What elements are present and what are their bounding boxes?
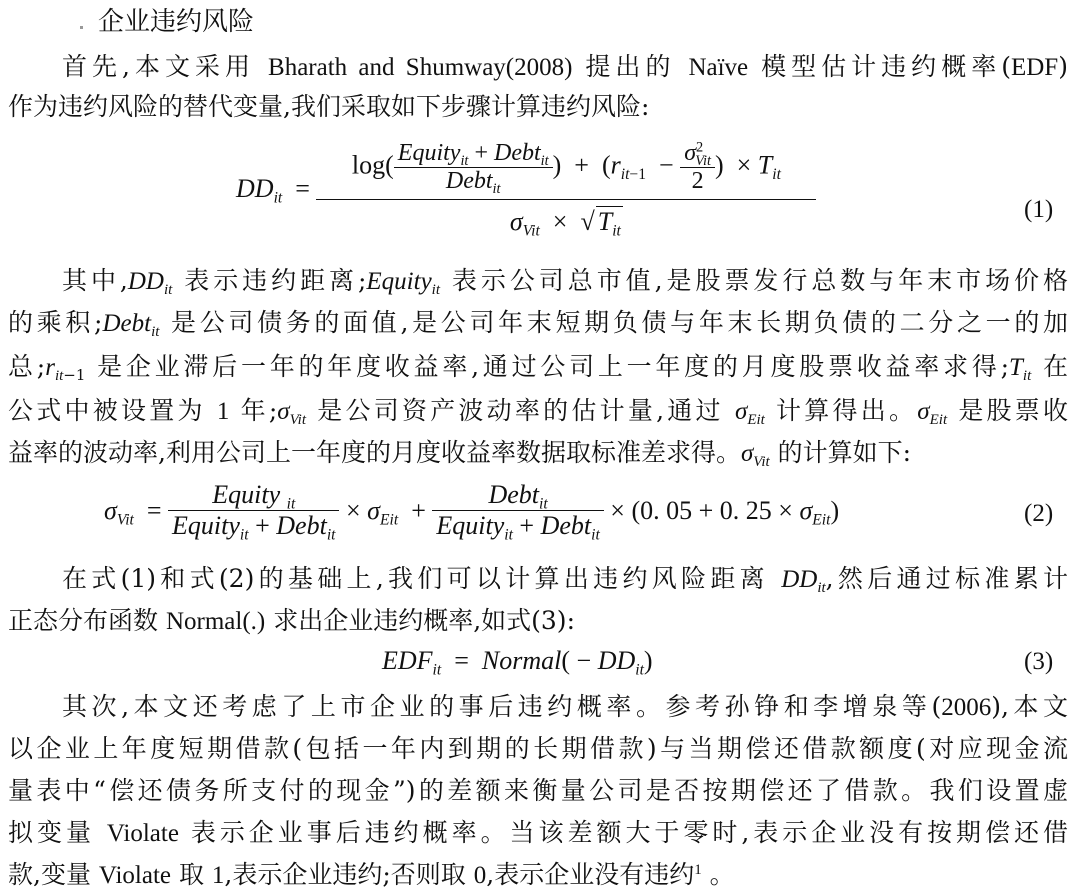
- para1-line2: 作为违约风险的替代变量,我们采取如下步骤计算违约风险:: [8, 92, 650, 121]
- para2-line1: 其中$,DD_{it}$ 表示违约距离;Equity$_{it}$ 表示公司总市值,是股票发行总数与年末市场价格: [62, 266, 1068, 299]
- para4-line4: 拟变量 Violate 表示企业事后违约概率。当该差额大于零时,表示企业没有按期偿还借: [8, 818, 1068, 847]
- equation-2: $\sigma_{Vit}$ = $\frac{Equity _{it}}{Equity_{it} + Debt_{it}}$ × $\sigma_{Eit}$ + $\frac{Debt_{it}}{Equity_{it} + Debt_{it}}$ × (0. 05 + 0. $25 \times \sigma_{Eit}$): [104, 480, 840, 544]
- para3-line2: 正态分布函数 Normal(.) 求出企业违约概率,如式(3):: [8, 606, 575, 635]
- equation-3-number: (3): [1024, 648, 1054, 675]
- equation-1: $DD_{it}$ = log( $\frac{Equity_{it} + Debt_{it}}{Debt_{it}}$ ) + ($r_{it-1}$ − $\frac{\sigma^2_{Vit}}{2}$ ) × $T_{it}$ $\sigma_{Vit}$ × √ $T_{it}$: [236, 140, 816, 237]
- para4-line1: 其次,本文还考虑了上市企业的事后违约概率。参考孙铮和李增泉等(2006),本文: [62, 692, 1069, 721]
- para1-line1: 首先,本文采用 Bharath and Shumway(2008) 提出的 Naïve 模型估计违约概率(EDF): [62, 52, 1068, 81]
- footnote-mark[interactable]: 1: [694, 862, 702, 878]
- para4-line3: 量表中“偿还债务所支付的现金”)的差额来衡量公司是否按期偿还了借款。我们设置虚: [8, 776, 1068, 805]
- equation-2-number: (2): [1024, 500, 1054, 527]
- equation-3: $EDF_{it}$ = Normal( − $DD_{it}$): [382, 646, 653, 679]
- para4-line2: 以企业上年度短期借款(包括一年内到期的长期借款)与当期偿还借款额度(对应现金流: [8, 734, 1068, 763]
- para2-line5: 益率的波动率,利用公司上一年度的月度收益率数据取标准差求得。$\sigma_{Vit}$ 的计算如下:: [8, 438, 912, 471]
- section-heading: 企业违约风险: [98, 7, 255, 37]
- para4-line5: 款,变量 Violate 取 1,表示企业违约;否则取 0,表示企业没有违约$^1$ 。: [8, 860, 735, 889]
- para3-line1: 在式(1)和式(2)的基础上,我们可以计算出违约风险距离 $DD_{it}$,然后通过标准累计: [62, 564, 1068, 597]
- para2-line4: 公式中被设置为 1 年$;\sigma_{Vit}$ 是公司资产波动率的估计量,通过 $\sigma_{Eit}$ 计算得出。$\sigma_{Eit}$ 是股票收: [8, 396, 1069, 429]
- equation-1-number: (1): [1024, 196, 1054, 223]
- heading-marker: [80, 26, 83, 29]
- para2-line2: 的乘积;Debt$_{it}$ 是公司债务的面值,是公司年末短期负债与年末长期负债的二分之一的加: [8, 308, 1068, 341]
- para2-line3: 总$;r_{it-1}$ 是企业滞后一年的年度收益率,通过公司上一年度的月度股票收益率求得$;T_{it}$ 在: [8, 352, 1068, 385]
